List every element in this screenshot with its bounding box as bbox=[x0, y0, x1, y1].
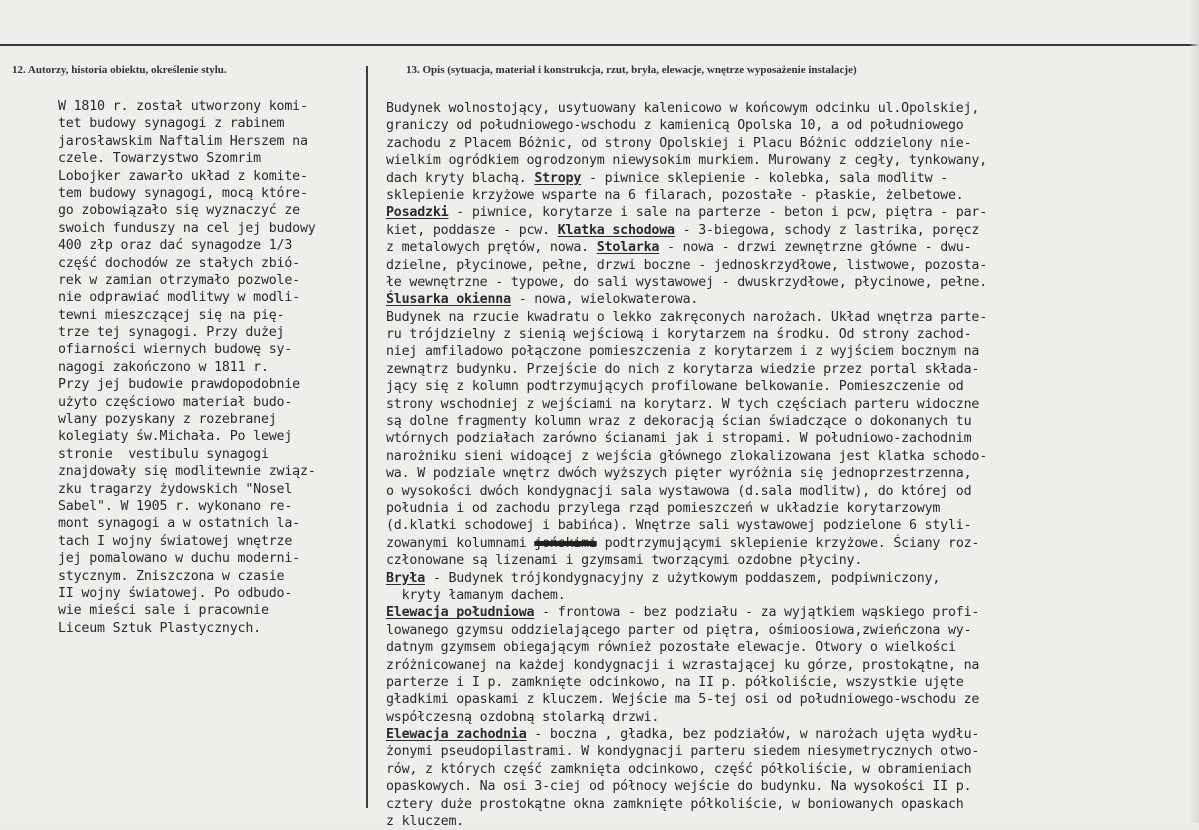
text-line: nagogi zakończono w 1811 r. bbox=[58, 359, 269, 375]
text-line: Liceum Sztuk Plastycznych. bbox=[58, 620, 261, 636]
text-line bbox=[386, 604, 987, 621]
text-line bbox=[386, 309, 987, 326]
text-segment: współczesną ozdobną stolarką drzwi. bbox=[386, 709, 660, 725]
text-line bbox=[386, 291, 987, 308]
text-line: jej pomalowano w duchu moderni- bbox=[58, 551, 300, 567]
text-line bbox=[386, 413, 987, 430]
description-text bbox=[386, 100, 987, 830]
text-line: Sabel". W 1905 r. wykonano re- bbox=[58, 498, 293, 514]
text-segment: Budynek na rzucie kwadratu o lekko zakręconych narożach. Układ wnętrza parte- bbox=[386, 309, 988, 325]
text-line: wie mieści sale i pracownie bbox=[58, 603, 269, 619]
text-line bbox=[386, 465, 987, 482]
text-line: swoich funduszy na cel jej budowy bbox=[58, 220, 316, 236]
text-line: użyto częściowo materiał budo- bbox=[58, 394, 293, 410]
text-segment: wa. W podziale wnętrz dwóch wyższych pięter wyróżnia się jednoprzestrzenna, bbox=[386, 466, 972, 482]
text-line: kolegiaty św.Michała. Po lewej bbox=[58, 429, 293, 445]
text-line: ofiarności wiernych budowę sy- bbox=[58, 342, 293, 358]
text-line bbox=[386, 709, 987, 726]
text-line bbox=[386, 257, 987, 274]
text-line bbox=[386, 587, 987, 604]
text-segment: zowanymi kolumnami bbox=[386, 535, 535, 551]
section-heading: Elewacja południowa bbox=[386, 605, 535, 621]
text-line bbox=[386, 796, 987, 813]
text-line bbox=[386, 639, 987, 656]
section-heading: Bryła bbox=[386, 570, 426, 586]
text-line: tet budowy synagogi z rabinem bbox=[58, 116, 285, 132]
struck-word: jońskimi bbox=[534, 535, 597, 551]
text-segment: zewnątrz budynku. Przejście do nich z korytarza wiedzie przez portal składa- bbox=[386, 361, 980, 377]
text-segment: wtórnych podziałach zarówno ścianami jak i stropami. W południowo-zachodnim bbox=[386, 431, 972, 447]
text-segment: narożniku sieni widoącej z wejścia głównego zlokalizowana jest klatka schodo- bbox=[386, 448, 988, 464]
text-line bbox=[386, 239, 987, 256]
text-segment: dzielne, płycinowe, pełne, drzwi boczne - jednoskrzydłowe, listwowe, pozosta- bbox=[386, 257, 988, 273]
text-line bbox=[386, 570, 987, 587]
text-segment: zachodu z Placem Bóżnic, od strony Opolskiej i Placu Bóżnic oddzielony nie- bbox=[386, 135, 972, 151]
text-segment: graniczy od południowego-wschodu z kamienicą Opolska 10, a od południowego bbox=[386, 118, 964, 134]
top-rule bbox=[0, 44, 1199, 46]
text-line bbox=[386, 396, 987, 413]
text-segment: członowane są lizenami i gzymsami tworzącymi ozdobne płyciny. bbox=[386, 553, 863, 569]
text-segment: są dolne fragmenty kolumn wraz z dekoracją ścian świadczące o dokonanych tu bbox=[386, 414, 972, 430]
text-line: tach I wojny światowej wnętrze bbox=[58, 533, 293, 549]
text-segment: parterze i I p. zamknięte odcinkowo, na II p. półkoliście, wszystkie ujęte bbox=[386, 674, 964, 690]
text-segment: - nowa - drzwi zewnętrzne główne - dwu- bbox=[659, 240, 972, 256]
text-line bbox=[386, 674, 987, 691]
text-line: go zobowiązało się wyznaczyć ze bbox=[58, 203, 300, 219]
text-segment: dach kryty blachą. bbox=[386, 170, 535, 186]
text-segment: cztery duże prostokątne okna zamknięte półkoliście, w boniowanych opaskach bbox=[386, 796, 964, 812]
text-line: mont synagogi a w ostatnich la- bbox=[58, 516, 300, 532]
text-line bbox=[386, 343, 987, 360]
text-segment: południa i od zachodu przylega rząd pomieszczeń w układzie korytarzowym bbox=[386, 500, 941, 516]
text-segment: - piwnice sklepienie - kolebka, sala modlitw - bbox=[581, 170, 949, 186]
section-heading: Elewacja zachodnia bbox=[386, 727, 527, 743]
section-heading: Stolarka bbox=[596, 240, 660, 256]
left-section-header: 12. Autorzy, historia obiektu, określenie stylu. bbox=[12, 64, 227, 76]
text-segment: datnym gzymsem obiegającym również pozostałe elewacje. Otwory o wielkości bbox=[386, 640, 956, 656]
text-line: nie odprawiać modlitwy w modli- bbox=[58, 290, 300, 306]
text-line: stycznym. Zniszczona w czasie bbox=[58, 568, 285, 584]
text-line: trze tej synagogi. Przy dużej bbox=[58, 325, 285, 341]
text-line bbox=[386, 535, 987, 552]
text-line bbox=[386, 187, 987, 204]
text-segment: lowanego gzymsu oddzielającego parter od piętra, ośmioosiowa,zwieńczona wy- bbox=[386, 622, 972, 638]
text-segment: - 3-biegowa, schody z lastrika, poręcz bbox=[674, 222, 980, 238]
text-line: W 1810 r. został utworzony komi- bbox=[58, 99, 308, 114]
text-line bbox=[386, 657, 987, 674]
text-line bbox=[386, 552, 987, 569]
text-line: część dochodów ze stałych zbió- bbox=[58, 255, 300, 271]
text-line bbox=[386, 326, 987, 343]
text-line bbox=[386, 813, 987, 830]
text-segment: sklepienie krzyżowe wsparte na 6 filarach, pozostałe - płaskie, żelbetowe. bbox=[386, 187, 964, 203]
text-line bbox=[386, 517, 987, 534]
text-line: stronie vestibulu synagogi bbox=[58, 446, 269, 462]
text-segment: rów, z których część zamknięta odcinkowo, część półkoliście, w obramieniach bbox=[386, 761, 972, 777]
text-segment: jący się z kolumn podtrzymujących profilowane belkowanie. Pomieszczenie od bbox=[386, 379, 964, 395]
text-line: czele. Towarzystwo Szomrim bbox=[58, 151, 261, 167]
section-heading: Stropy bbox=[534, 170, 582, 186]
text-segment: Budynek wolnostojący, usytuowany kalenicowo w końcowym odcinku ul.Opolskiej, bbox=[386, 101, 980, 116]
column-divider bbox=[366, 66, 368, 808]
text-line bbox=[386, 430, 987, 447]
text-segment: gładkimi opaskami z kluczem. Wejście ma 5-tej osi od południowego-wschodu ze bbox=[386, 692, 980, 708]
text-segment: kryty łamanym dachem. bbox=[386, 587, 566, 603]
text-line: tewni mieszczącej się na pię- bbox=[58, 307, 285, 323]
section-heading: Klatka schodowa bbox=[557, 222, 675, 238]
text-line: Przy jej budowie prawdopodobnie bbox=[58, 377, 300, 393]
text-segment: o wysokości dwóch kondygnacji sala wystawowa (d.sala modlitw), do której od bbox=[386, 483, 972, 499]
text-line bbox=[386, 117, 987, 134]
text-segment: podtrzymującymi sklepienie krzyżowe. Ściany roz- bbox=[596, 535, 980, 551]
text-line: Lobojker zawarło układ z komite- bbox=[58, 168, 308, 184]
right-section-header: 13. Opis (sytuacja, materiał i konstrukcja, rzut, bryła, elewacje, wnętrze wyposażenie instalacje) bbox=[406, 64, 857, 76]
text-segment: żonymi pseudopilastrami. W kondygnacji parteru siedem niesymetrycznych otwo- bbox=[386, 744, 980, 760]
text-line bbox=[386, 152, 987, 169]
text-line bbox=[386, 274, 987, 291]
page-edge-shadow bbox=[1189, 0, 1199, 823]
text-segment: z kluczem. bbox=[386, 814, 465, 830]
text-line bbox=[386, 761, 987, 778]
text-segment: - Budynek trójkondygnacyjny z użytkowym poddaszem, podpiwniczony, bbox=[425, 570, 941, 586]
text-segment: - frontowa - bez podziału - za wyjątkiem wąskiego profi- bbox=[534, 605, 980, 621]
text-line: tem budowy synagogi, mocą które- bbox=[58, 185, 308, 201]
text-segment: wielkim ogródkiem ogrodzonym niewysokim murkiem. Murowany z cegły, tynkowany, bbox=[386, 153, 988, 169]
text-line: znajdowały się modlitewnie związ- bbox=[58, 464, 316, 480]
text-line bbox=[386, 135, 987, 152]
text-segment: niej amfiladowo połączone pomieszczenia z korytarzem i z wyjściem bocznym na bbox=[386, 344, 980, 360]
text-line: II wojny światowej. Po odbudo- bbox=[58, 585, 293, 601]
section-heading: Ślusarka okienna bbox=[386, 292, 511, 308]
text-segment: (d.klatki schodowej i babińca). Wnętrze sali wystawowej podzielone 6 styli- bbox=[386, 518, 972, 534]
text-line: 400 złp oraz dać synagodze 1/3 bbox=[58, 238, 293, 254]
text-segment: - piwnice, korytarze i sale na parterze - beton i pcw, piętra - par- bbox=[448, 205, 988, 221]
section-heading: Posadzki bbox=[386, 205, 449, 221]
text-line bbox=[386, 361, 987, 378]
text-line: rek w zamian otrzymało pozwole- bbox=[58, 272, 300, 288]
text-line: wlany pozyskany z rozebranej bbox=[58, 412, 277, 428]
text-line bbox=[386, 622, 987, 639]
text-segment: strony wschodniej z wejściami na korytarz. W tych częściach parteru widoczne bbox=[386, 396, 980, 412]
history-text bbox=[58, 98, 316, 637]
text-line bbox=[386, 691, 987, 708]
text-line bbox=[386, 743, 987, 760]
text-line bbox=[386, 170, 987, 187]
text-line: zku tragarzy żydowskich "Nosel bbox=[58, 481, 293, 497]
text-line bbox=[386, 378, 987, 395]
text-line bbox=[386, 500, 987, 517]
text-line bbox=[386, 726, 987, 743]
text-segment: opaskowych. Na osi 3-ciej od północy wejście do budynku. Na wysokości II p. bbox=[386, 779, 972, 795]
text-segment: zróżnicowanej na każdej kondygnacji i wzrastającej ku górze, prostokątne, na bbox=[386, 657, 980, 673]
text-line bbox=[386, 222, 987, 239]
text-segment: - boczna , gładka, bez podziałów, w narożach ujęta wydłu- bbox=[526, 727, 980, 743]
text-line bbox=[386, 448, 987, 465]
text-line bbox=[386, 100, 987, 117]
text-line bbox=[386, 778, 987, 795]
text-segment: kiet, poddasze - pcw. bbox=[386, 222, 558, 238]
text-line bbox=[386, 483, 987, 500]
text-segment: - nowa, wielokwaterowa. bbox=[510, 292, 699, 308]
text-segment: ru trójdzielny z sienią wejściową i korytarzem na środku. Od strony zachod- bbox=[386, 327, 972, 343]
text-line: jarosławskim Naftalim Herszem na bbox=[58, 133, 308, 149]
text-segment: łe wewnętrzne - typowe, do sali wystawowej - dwuskrzydłowe, płycinowe, pełne. bbox=[386, 274, 988, 290]
text-line bbox=[386, 204, 987, 221]
text-segment: z metalowych prętów, nowa. bbox=[386, 240, 597, 256]
